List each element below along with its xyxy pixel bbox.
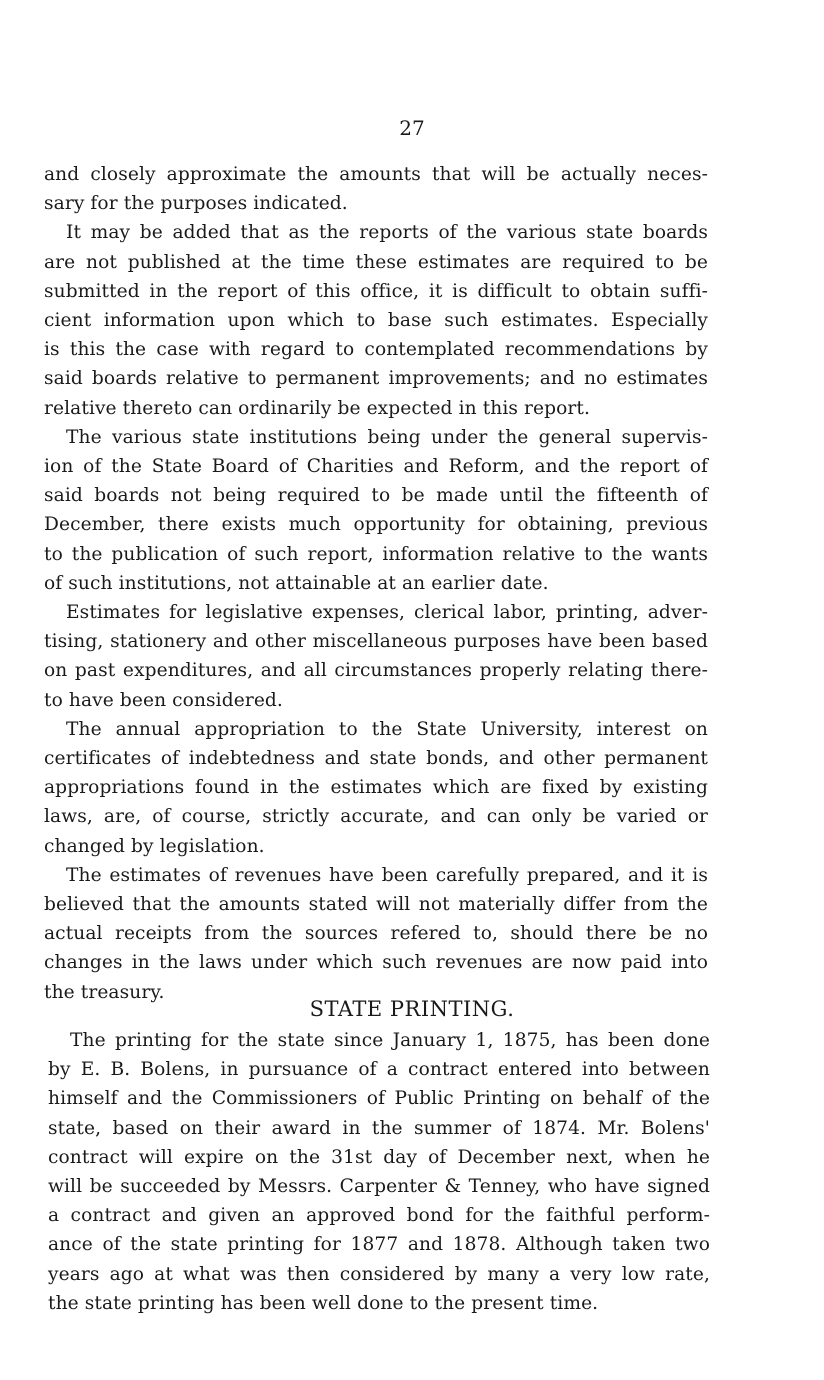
text-line: believed that the amounts stated will not materially differ from the — [44, 894, 708, 916]
text-line: certificates of indebtedness and state bonds, and other permanent — [44, 748, 708, 770]
text-line: laws, are, of course, strictly accurate, and can only be varied or — [44, 806, 708, 828]
text-line: to have been considered. — [44, 689, 283, 711]
text-line: The estimates of revenues have been carefully prepared, and it is — [66, 864, 708, 886]
text-line: himself and the Commissioners of Public Printing on behalf of the — [48, 1088, 710, 1110]
text-line: years ago at what was then considered by many a very low rate, — [48, 1263, 710, 1285]
text-line: contract will expire on the 31st day of December next, when he — [48, 1146, 710, 1168]
body-text-upper — [44, 160, 708, 1007]
text-line: submitted in the report of this office, it is difficult to obtain suffi- — [44, 280, 708, 302]
text-line: relative thereto can ordinarily be expected in this report. — [44, 397, 591, 419]
text-line: cient information upon which to base such estimates. Especially — [44, 310, 708, 332]
text-line: will be succeeded by Messrs. Carpenter & Tenney, who have signed — [48, 1176, 710, 1198]
text-line: changes in the laws under which such revenues are now paid into — [44, 952, 708, 974]
text-line: ance of the state printing for 1877 and 1878. Although taken two — [48, 1234, 710, 1256]
page-number: 27 — [399, 116, 425, 140]
text-line: December, there exists much opportunity for obtaining, previous — [44, 514, 708, 536]
body-text-lower — [48, 1026, 710, 1318]
section-heading: STATE PRINTING. — [309, 997, 515, 1021]
text-line: It may be added that as the reports of the various state boards — [66, 222, 708, 244]
text-line: is this the case with regard to contemplated recommendations by — [44, 339, 708, 361]
text-line: tising, stationery and other miscellaneous purposes have been based — [44, 631, 708, 653]
text-line: are not published at the time these estimates are required to be — [44, 251, 708, 273]
text-line: of such institutions, not attainable at an earlier date. — [44, 572, 549, 594]
text-line: on past expenditures, and all circumstances properly relating there- — [44, 660, 708, 682]
text-line: state, based on their award in the summer of 1874. Mr. Bolens' — [48, 1117, 710, 1139]
text-line: actual receipts from the sources refered to, should there be no — [44, 923, 708, 945]
text-line: The annual appropriation to the State University, interest on — [66, 718, 708, 740]
text-line: and closely approximate the amounts that will be actually neces- — [44, 164, 708, 185]
text-line: sary for the purposes indicated. — [44, 193, 348, 215]
text-line: the treasury. — [44, 981, 165, 1003]
text-line: Estimates for legislative expenses, clerical labor, printing, adver- — [66, 602, 708, 624]
text-line: ion of the State Board of Charities and Reform, and the report of — [44, 456, 708, 478]
text-line: said boards not being required to be made until the fifteenth of — [44, 485, 708, 507]
text-line: The various state institutions being under the general supervis- — [66, 426, 708, 448]
text-line: changed by legislation. — [44, 835, 265, 857]
text-line: said boards relative to permanent improvements; and no estimates — [44, 368, 708, 390]
text-line: appropriations found in the estimates which are fixed by existing — [44, 777, 708, 799]
text-line: the state printing has been well done to the present time. — [48, 1292, 599, 1314]
text-line: by E. B. Bolens, in pursuance of a contract entered into between — [48, 1059, 710, 1081]
text-line: a contract and given an approved bond for the faithful perform- — [48, 1205, 710, 1227]
text-line: to the publication of such report, information relative to the wants — [44, 543, 708, 565]
text-line: The printing for the state since January 1, 1875, has been done — [70, 1030, 710, 1051]
